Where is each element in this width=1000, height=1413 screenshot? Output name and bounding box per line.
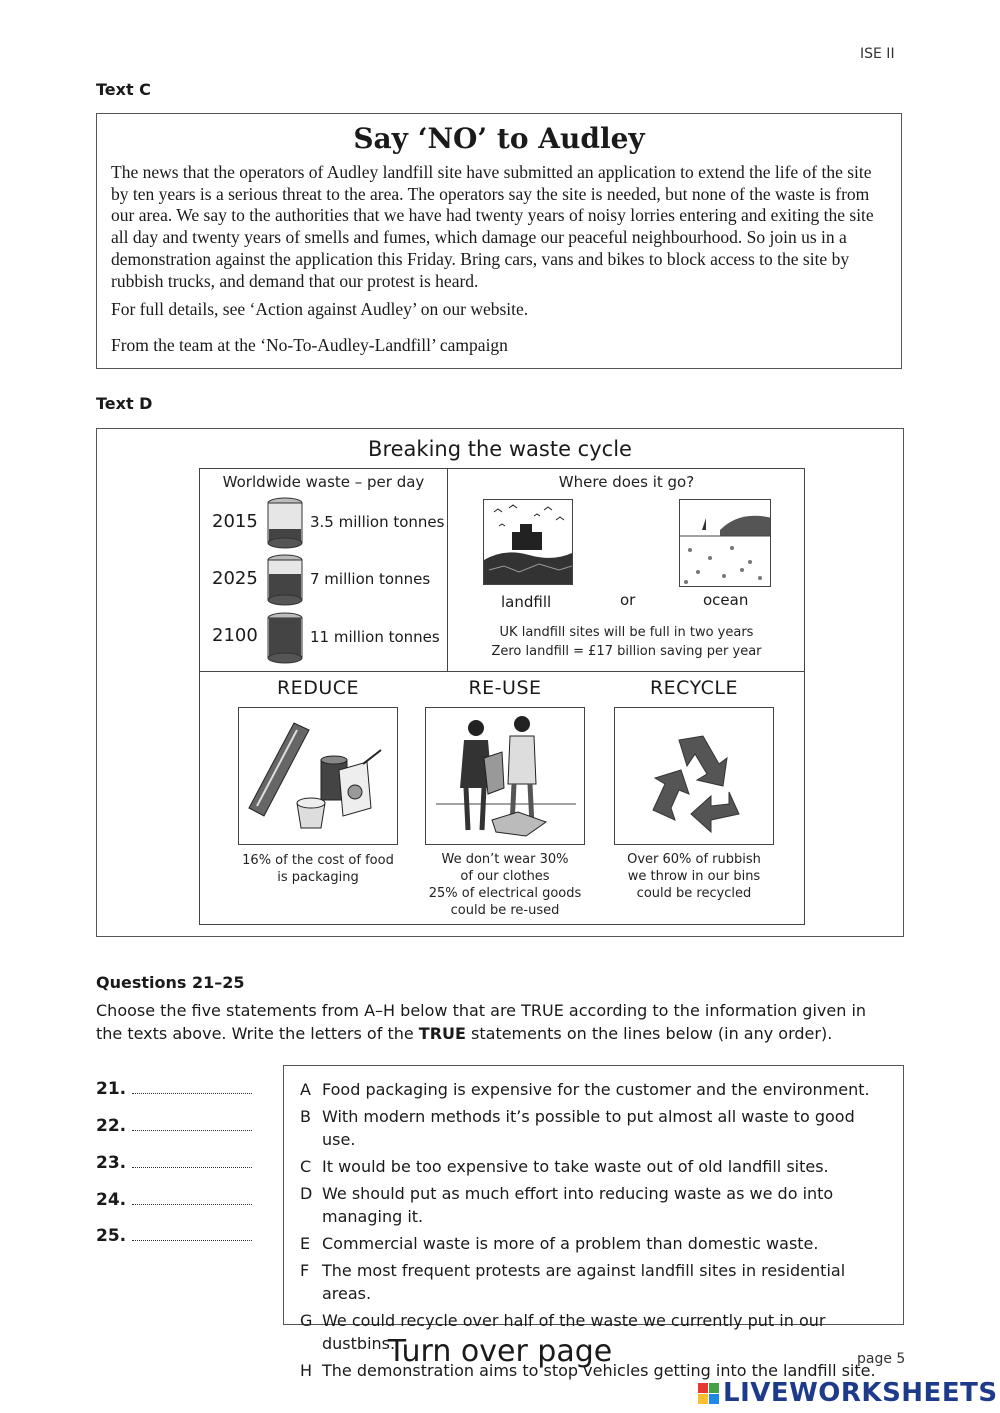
- ocean-image: [679, 499, 771, 587]
- instruction-emphasis: five statements: [191, 1001, 317, 1020]
- questions-instructions: [96, 999, 896, 1045]
- statement-item: [300, 1078, 893, 1101]
- answer-blank[interactable]: [132, 1118, 252, 1131]
- answer-line-25[interactable]: [96, 1226, 252, 1246]
- statement-item: [300, 1232, 893, 1255]
- text-c-paragraph: For full details, see ‘Action against Audley’ on our website.: [111, 299, 529, 320]
- answer-line-21[interactable]: [96, 1079, 252, 1099]
- statement-letter: G: [300, 1311, 313, 1330]
- reuse-heading: RE-USE: [468, 677, 542, 699]
- statement-text: Commercial waste is more of a problem than domestic waste.: [322, 1234, 819, 1253]
- instruction-text: from A–H below that are: [316, 1001, 522, 1020]
- question-number: 21.: [96, 1079, 127, 1099]
- tonnes-label: 11 million tonnes: [310, 628, 440, 646]
- statement-text: Food packaging is expensive for the customer and the environment.: [322, 1080, 870, 1099]
- reuse-caption: [405, 851, 605, 919]
- statement-letter: B: [300, 1107, 311, 1126]
- caption-line: we throw in our bins: [627, 869, 761, 884]
- instruction-text: .: [827, 1024, 833, 1043]
- worldwide-heading: Worldwide waste – per day: [222, 473, 425, 491]
- answer-blank[interactable]: [132, 1081, 252, 1094]
- answer-line-24[interactable]: [96, 1190, 252, 1210]
- statement-text: We should put as much effort into reducing waste as we do into managing it.: [322, 1184, 834, 1226]
- caption-line: could be recycled: [636, 886, 752, 901]
- instruction-emphasis: TRUE: [521, 1001, 564, 1020]
- liveworksheets-logo[interactable]: [698, 1378, 998, 1408]
- text-d-infographic: [96, 428, 904, 937]
- answer-blank[interactable]: [132, 1192, 252, 1205]
- statement-text: The most frequent protests are against landfill sites in residential areas.: [322, 1261, 846, 1303]
- answer-blank[interactable]: [132, 1228, 252, 1241]
- clothes-image: [425, 707, 585, 845]
- landfill-note: UK landfill sites will be full in two years: [499, 625, 754, 640]
- ocean-label: ocean: [703, 591, 749, 609]
- text-c-paragraph: The news that the operators of Audley landfill site have submitted an application to extend the life of the site by ten years is a serious threat to the area. The operators say the site is needed, but none of the waste is from our area. We say to the authorities that we have had twenty years of noisy lorries entering and exiting the site all day and twenty years of smells and fumes, which damage our peaceful neighbourhood. So join us in a demonstration against the application this Friday. Bring cars, vans and bikes to block access to the site by rubbish trucks, and demand that our protest is heard.: [111, 162, 874, 291]
- caption-line: 25% of electrical goods: [428, 886, 582, 901]
- statement-text: With modern methods it’s possible to put almost all waste to good use.: [322, 1107, 855, 1149]
- statement-letter: E: [300, 1234, 311, 1253]
- landfill-image: [483, 499, 573, 585]
- question-number: 24.: [96, 1190, 127, 1210]
- year-label: 2025: [212, 568, 258, 589]
- caption-line: could be re-used: [450, 903, 560, 918]
- brand-name: LIVEWORKSHEETS: [723, 1378, 998, 1408]
- page-number: page 5: [857, 1351, 906, 1367]
- statement-text: The demonstration aims to stop vehicles getting into the landfill site.: [322, 1361, 876, 1380]
- waste-bin-icon: [266, 612, 304, 664]
- answer-line-23[interactable]: [96, 1153, 252, 1173]
- caption-line: 16% of the cost of food: [242, 853, 394, 868]
- caption-line: of our clothes: [460, 869, 550, 884]
- caption-line: We don’t wear 30%: [441, 852, 569, 867]
- instruction-text: according to the information given in the texts above.: [96, 1001, 867, 1043]
- statement-letter: A: [300, 1080, 311, 1099]
- caption-line: is packaging: [277, 870, 359, 885]
- reduce-caption: [220, 852, 416, 886]
- reduce-heading: REDUCE: [276, 677, 359, 699]
- recycle-heading: RECYCLE: [649, 677, 739, 699]
- or-label: or: [620, 591, 636, 609]
- waste-bin-icon: [266, 497, 304, 549]
- question-number: 23.: [96, 1153, 127, 1173]
- statement-letter: H: [300, 1361, 313, 1380]
- instruction-text: Choose the: [96, 1001, 192, 1020]
- instruction-emphasis: Write the letters of the: [231, 1024, 419, 1043]
- recycle-caption: [594, 851, 794, 902]
- packaging-image: [238, 707, 398, 845]
- landfill-label: landfill: [501, 593, 552, 611]
- statement-text: It would be too expensive to take waste out of old landfill sites.: [322, 1157, 829, 1176]
- waste-bin-icon: [266, 554, 304, 606]
- year-label: 2015: [212, 511, 258, 532]
- exam-level: ISE II: [860, 46, 895, 62]
- answer-blank[interactable]: [132, 1155, 252, 1168]
- logo-icon: [698, 1383, 719, 1404]
- questions-title: Questions 21–25: [96, 973, 245, 992]
- statement-item: [300, 1182, 893, 1228]
- text-c-body: [111, 162, 887, 364]
- caption-line: Over 60% of rubbish: [627, 852, 761, 867]
- statement-letter: D: [300, 1184, 313, 1203]
- text-c-signoff: From the team at the ‘No-To-Audley-Landfill’ campaign: [111, 334, 508, 355]
- statement-item: [300, 1155, 893, 1178]
- question-number: 25.: [96, 1226, 127, 1246]
- tonnes-label: 3.5 million tonnes: [310, 513, 445, 531]
- statement-text: We could recycle over half of the waste we currently put in our dustbins.: [322, 1311, 826, 1353]
- year-label: 2100: [212, 625, 258, 646]
- statement-letter: F: [300, 1261, 310, 1280]
- recycle-icon: [614, 707, 774, 845]
- instruction-emphasis: statements on the lines below (in any order): [465, 1024, 828, 1043]
- statement-item: [300, 1259, 893, 1305]
- turn-over-label: Turn over page: [387, 1334, 613, 1369]
- tonnes-label: 7 million tonnes: [310, 570, 431, 588]
- text-c-box: [96, 113, 902, 369]
- question-number: 22.: [96, 1116, 127, 1136]
- text-d-label: Text D: [96, 394, 153, 413]
- statement-item: [300, 1105, 893, 1151]
- answer-line-22[interactable]: [96, 1116, 252, 1136]
- instruction-emphasis: TRUE: [418, 1024, 466, 1043]
- text-c-title: Say ‘NO’ to Audley: [353, 122, 645, 155]
- text-c-label: Text C: [96, 80, 151, 99]
- statement-letter: C: [300, 1157, 312, 1176]
- infographic-grid: [199, 468, 805, 925]
- bin-fill: [269, 618, 301, 658]
- where-heading: Where does it go?: [558, 473, 695, 491]
- divider: [200, 671, 804, 672]
- saving-note: Zero landfill = £17 billion saving per year: [491, 644, 762, 659]
- infographic-title: Breaking the waste cycle: [368, 437, 632, 461]
